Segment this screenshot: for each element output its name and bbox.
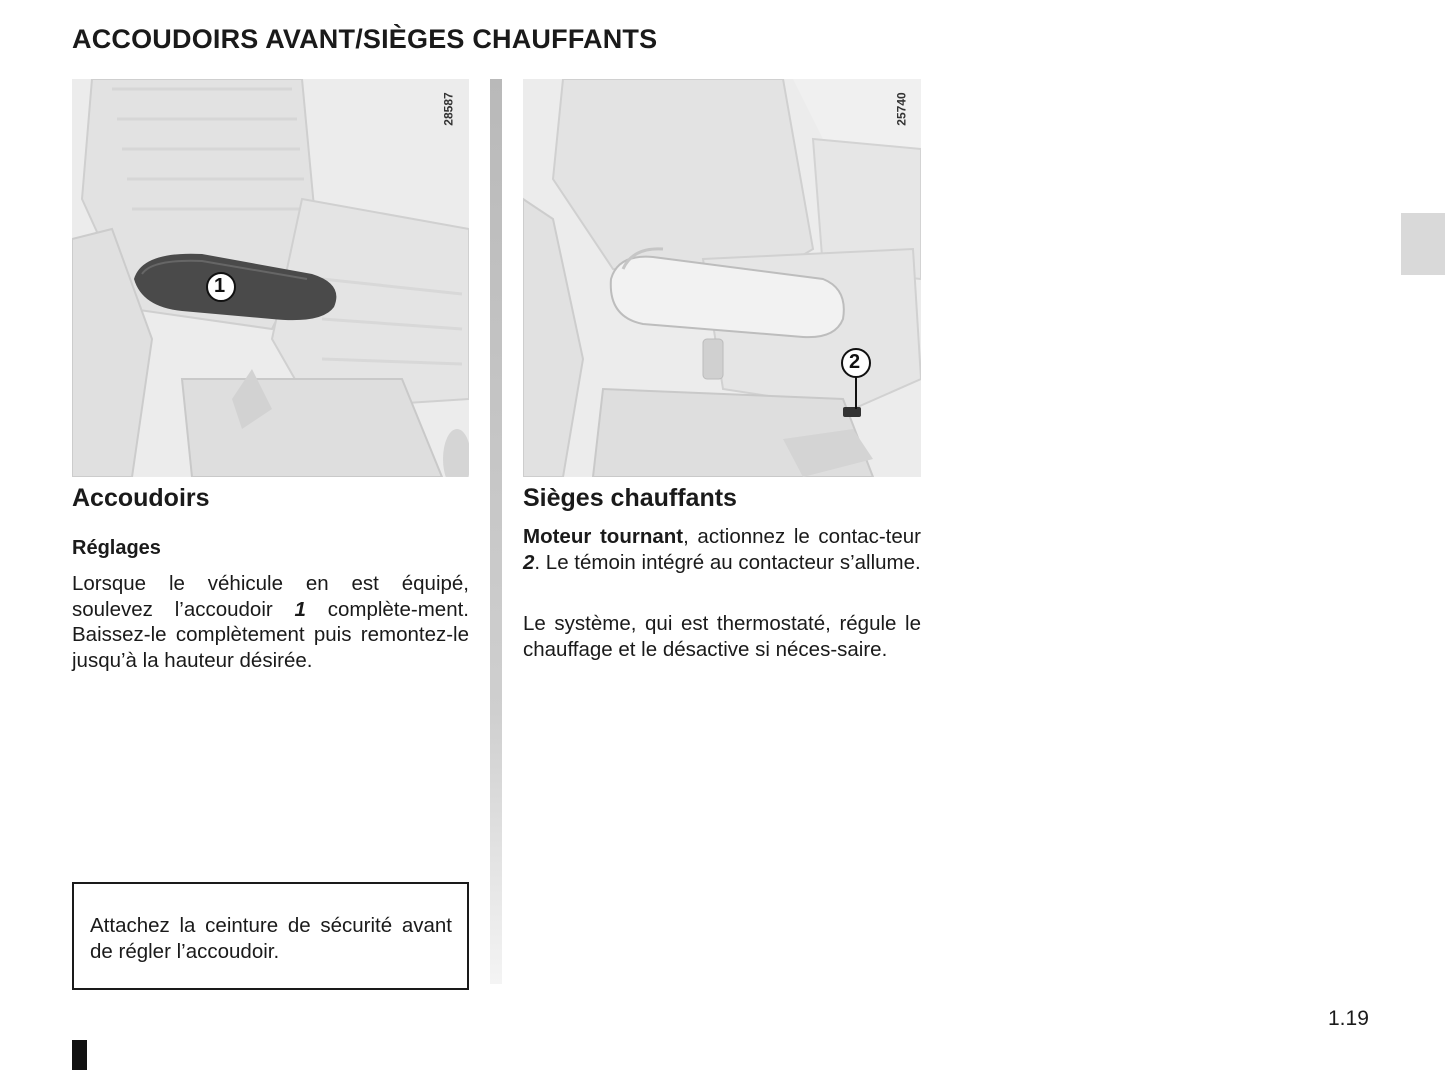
callout-2-label: 2	[849, 351, 861, 373]
callout-1-label: 1	[214, 275, 226, 297]
thermostat-description: Le système, qui est thermostaté, régule le chauffage et le désactive si néces-saire.	[523, 612, 921, 661]
page-title: ACCOUDOIRS AVANT/SIÈGES CHAUFFANTS	[72, 24, 658, 54]
engine-running-label: Moteur tournant	[523, 525, 684, 548]
armrest-text-start: Lorsque le véhicule en est équipé, soulevez l’accoudoir	[72, 572, 469, 621]
subheading-adjustments: Réglages	[72, 537, 161, 559]
heated-text-start: , actionnez le contac-teur	[683, 525, 921, 548]
heated-text-end: . Le témoin intégré au contacteur s’allume.	[534, 550, 921, 574]
figure-code: 25740	[894, 92, 909, 126]
armrest-figure	[72, 79, 469, 477]
seatbelt-warning-box	[72, 882, 469, 990]
armrest-illustration	[72, 79, 469, 477]
armrest-ref: 1	[294, 597, 306, 621]
armrest-instructions	[72, 571, 469, 673]
armrest-text-end: complète-ment. Baissez-le complètement puis remontez-le jusqu’à la hauteur désirée.	[72, 597, 469, 672]
section-heading-armrests: Accoudoirs	[72, 484, 210, 512]
heated-seat-instructions	[523, 524, 921, 575]
figure-code: 28587	[441, 92, 456, 126]
heated-seat-figure	[523, 79, 921, 477]
page-number: 1.19	[1328, 1007, 1369, 1030]
heated-seat-illustration	[523, 79, 921, 477]
chapter-tab	[1401, 213, 1445, 275]
seatbelt-warning-text: Attachez la ceinture de sécurité avant de régler l’accoudoir.	[90, 914, 452, 963]
heated-seat-switch	[843, 407, 861, 417]
switch-ref: 2	[523, 550, 535, 574]
section-heading-heated-seats: Sièges chauffants	[523, 484, 737, 512]
corner-marker	[72, 1040, 87, 1070]
column-divider	[490, 79, 502, 984]
